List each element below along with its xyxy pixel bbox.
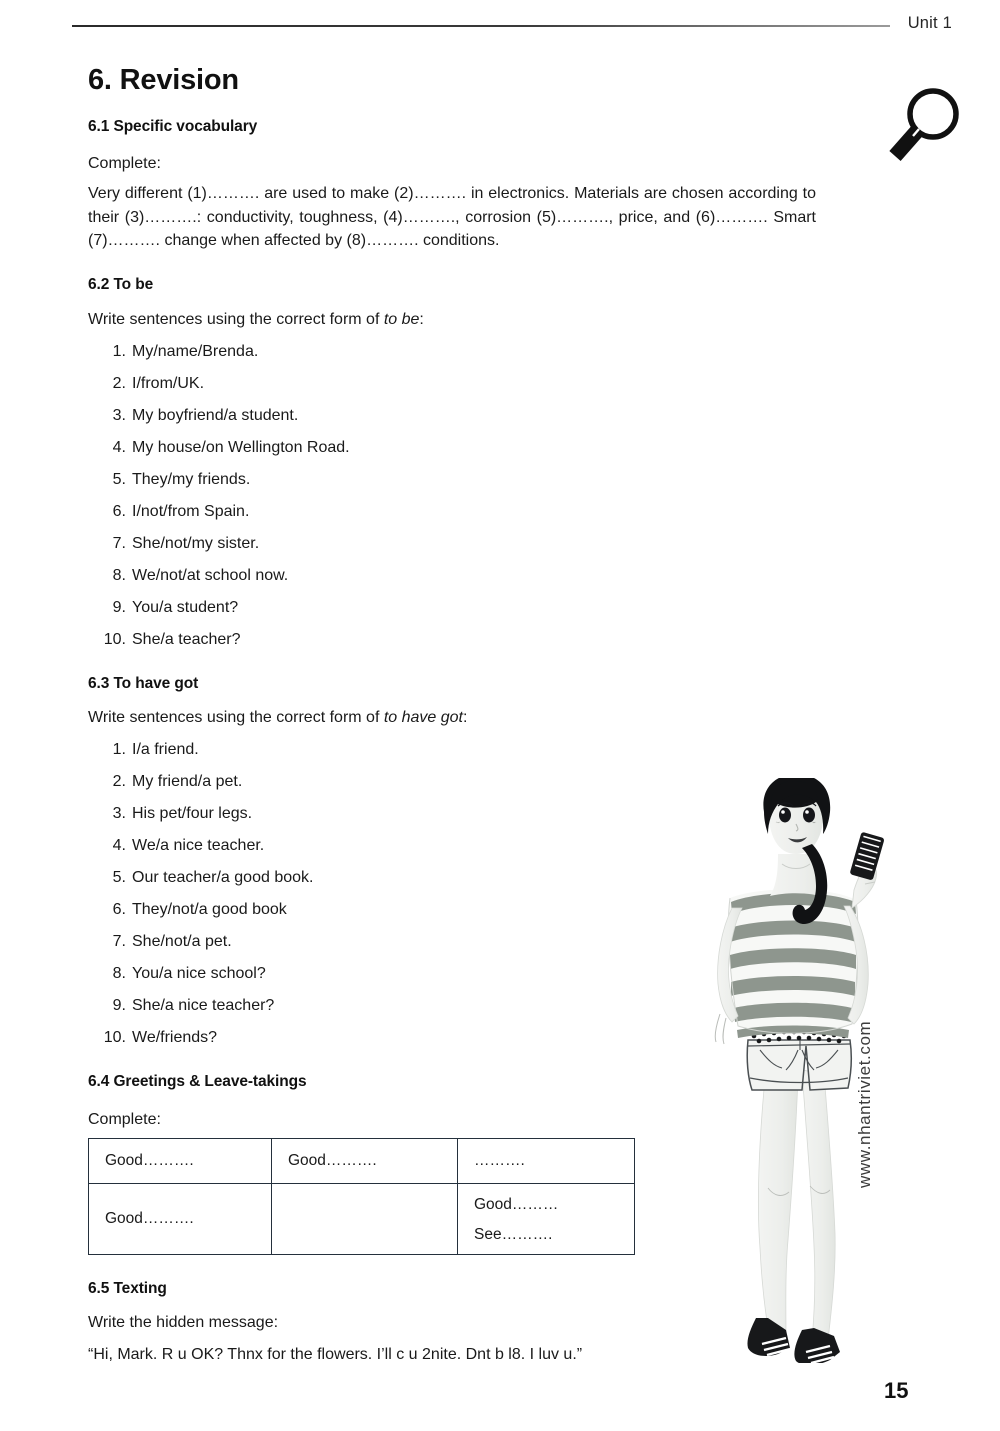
list-item [88, 560, 828, 592]
table-cell[interactable]: ………. [458, 1139, 635, 1184]
table-cell[interactable]: Good………. [89, 1184, 272, 1255]
list-item-number: 9. [112, 997, 126, 1014]
vocabulary-paragraph-wrap [88, 182, 816, 253]
list-item-number: 3. [112, 407, 126, 424]
to-have-got-instruction-italic: to have got [383, 709, 463, 726]
list-item-number: 6. [112, 901, 126, 918]
list-item-text: We/friends? [132, 1029, 218, 1046]
section-specific-vocabulary [88, 118, 828, 136]
heading-texting: 6.5 Texting [88, 1280, 167, 1297]
table-row [89, 1139, 635, 1184]
list-item-number: 9. [112, 599, 126, 616]
to-have-got-instruction-lead: Write sentences using the correct form of [88, 709, 384, 726]
to-be-list-wrap [88, 336, 828, 656]
list-item-number: 5. [112, 471, 126, 488]
texting-instruction: Write the hidden message: [88, 1314, 279, 1331]
list-item-number: 3. [112, 805, 126, 822]
list-item-text: I/from/UK. [132, 375, 205, 392]
header-rule-icon [72, 25, 890, 27]
list-item [88, 624, 828, 656]
unit-label: Unit 1 [907, 14, 952, 32]
list-item [88, 496, 828, 528]
table-cell[interactable] [272, 1184, 458, 1255]
vocabulary-instruction: Complete: [88, 155, 161, 172]
list-item-number: 1. [112, 741, 126, 758]
greetings-instruction: Complete: [88, 1111, 161, 1128]
running-header [72, 14, 952, 40]
table-cell-line: Good……… [474, 1196, 559, 1213]
page-number: 15 [884, 1378, 909, 1403]
to-be-instruction-tail: : [419, 311, 424, 328]
to-be-list [88, 336, 828, 656]
to-have-got-instruction-wrap [88, 706, 828, 730]
vocabulary-paragraph: Very different (1)………. are used to make (2)………. in electronics. Materials are chosen according to their (3)……….: conductivity, toughness, (4)………., corrosion (5)………., price, and (6)………. Smart (7)………. change when affected by (8)………. conditions. [88, 185, 816, 249]
list-item-text: She/not/my sister. [132, 535, 260, 552]
list-item [88, 368, 828, 400]
heading-greetings: 6.4 Greetings & Leave-takings [88, 1073, 307, 1090]
list-item-number: 5. [112, 869, 126, 886]
list-item-text: I/not/from Spain. [132, 503, 250, 520]
list-item-text: They/not/a good book [132, 901, 287, 918]
list-item-text: I/a friend. [132, 741, 199, 758]
page-title: 6. Revision [88, 64, 239, 96]
list-item-number: 10. [103, 1029, 126, 1046]
to-be-instruction-italic: to be [383, 311, 420, 328]
vocabulary-instruction-wrap [88, 152, 828, 176]
list-item-text: My house/on Wellington Road. [132, 439, 350, 456]
list-item-text: You/a nice school? [132, 965, 266, 982]
list-item-number: 7. [112, 535, 126, 552]
list-item [88, 592, 828, 624]
list-item [88, 400, 828, 432]
list-item-text: We/a nice teacher. [132, 837, 265, 854]
greetings-table [88, 1138, 635, 1255]
table-cell[interactable]: Good………. [89, 1139, 272, 1184]
table-row [89, 1184, 635, 1255]
to-be-instruction [88, 308, 828, 332]
list-item [88, 432, 828, 464]
to-have-got-instruction [88, 706, 828, 730]
list-item-number: 4. [112, 837, 126, 854]
table-cell[interactable]: Good………. [272, 1139, 458, 1184]
to-be-instruction-lead: Write sentences using the correct form of [88, 311, 384, 328]
heading-specific-vocabulary: 6.1 Specific vocabulary [88, 118, 258, 135]
list-item-text: She/not/a pet. [132, 933, 232, 950]
list-item-text: She/a teacher? [132, 631, 241, 648]
section-to-be [88, 276, 828, 294]
list-item-text: My boyfriend/a student. [132, 407, 299, 424]
list-item-text: Our teacher/a good book. [132, 869, 314, 886]
list-item-text: My friend/a pet. [132, 773, 243, 790]
texting-message: “Hi, Mark. R u OK? Thnx for the flowers. I’ll c u 2nite. Dnt b l8. I luv u.” [88, 1346, 583, 1363]
list-item-text: They/my friends. [132, 471, 251, 488]
table-cell-line: See………. [474, 1226, 553, 1243]
list-item-text: She/a nice teacher? [132, 997, 275, 1014]
list-item [88, 464, 828, 496]
list-item-number: 4. [112, 439, 126, 456]
page-title-wrap [88, 64, 828, 97]
list-item [88, 528, 828, 560]
list-item-text: We/not/at school now. [132, 567, 289, 584]
magnifying-glass-icon [880, 84, 976, 176]
list-item-number: 10. [103, 631, 126, 648]
list-item-text: My/name/Brenda. [132, 343, 259, 360]
list-item-number: 1. [112, 343, 126, 360]
heading-to-be: 6.2 To be [88, 276, 154, 293]
list-item-text: His pet/four legs. [132, 805, 253, 822]
to-have-got-instruction-tail: : [463, 709, 468, 726]
list-item-number: 2. [112, 375, 126, 392]
list-item [88, 734, 828, 766]
section-to-have-got [88, 675, 828, 693]
list-item-number: 6. [112, 503, 126, 520]
list-item-number: 8. [112, 567, 126, 584]
list-item-number: 8. [112, 965, 126, 982]
heading-to-have-got: 6.3 To have got [88, 675, 199, 692]
to-be-instruction-wrap [88, 308, 828, 332]
list-item-number: 7. [112, 933, 126, 950]
list-item-text: You/a student? [132, 599, 239, 616]
list-item-number: 2. [112, 773, 126, 790]
list-item [88, 336, 828, 368]
watermark: www.nhantriviet.com [855, 1020, 874, 1188]
table-cell[interactable] [458, 1184, 635, 1255]
